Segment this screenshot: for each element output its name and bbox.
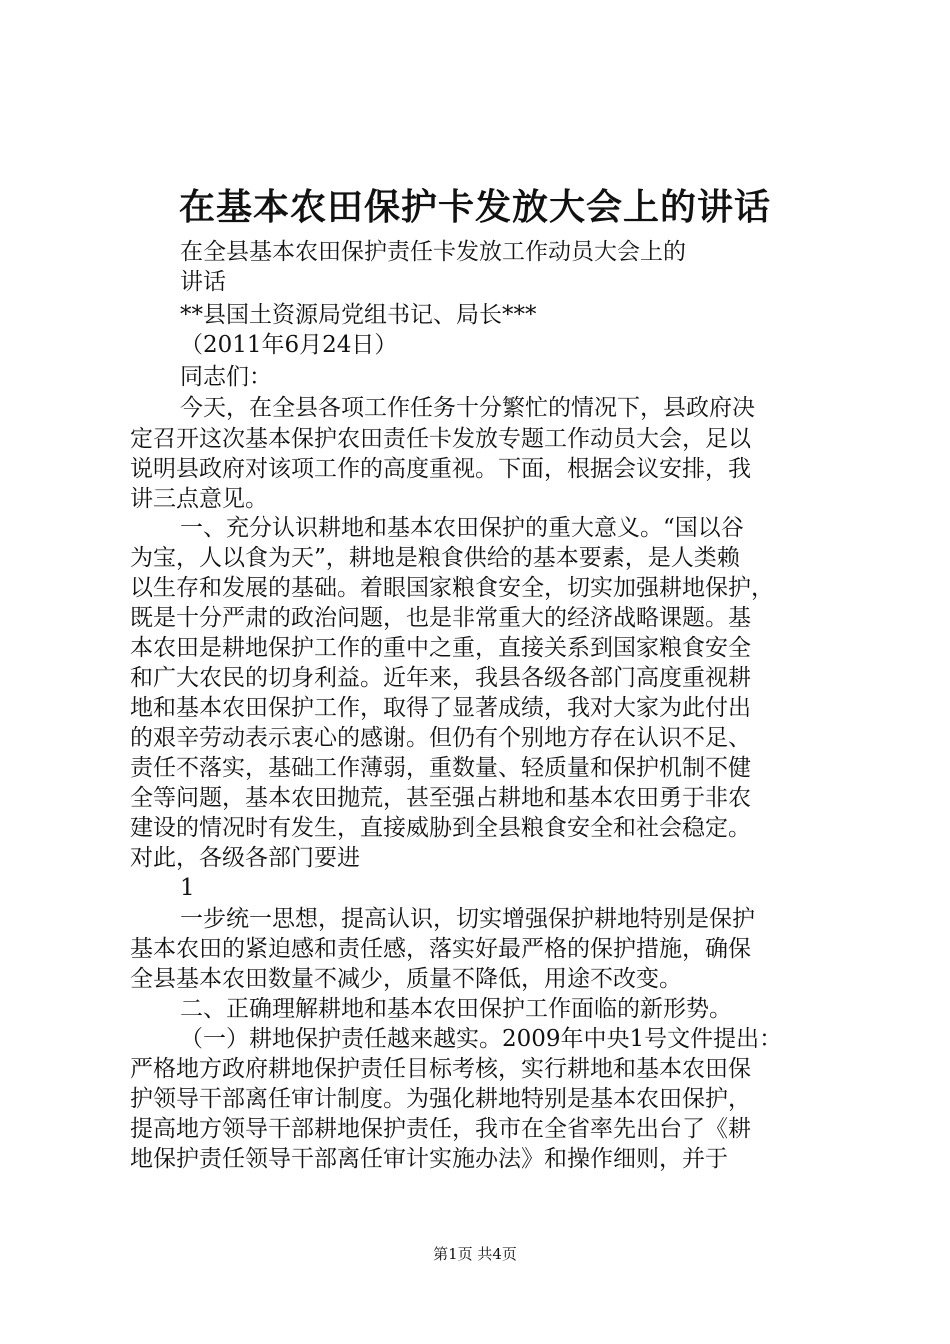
body-line: 今天，在全县各项工作任务十分繁忙的情况下，县政府决 [180,395,755,421]
body-line: 责任不落实，基础工作薄弱，重数量、轻质量和保护机制不健 [130,755,751,781]
subtitle-line-1: 在全县基本农田保护责任卡发放工作动员大会上的 [180,239,686,265]
body-line: 以生存和发展的基础。着眼国家粮食安全，切实加强耕地保护， [130,575,774,601]
salutation: 同志们： [180,364,272,390]
body-line: 地和基本农田保护工作，取得了显著成绩，我对大家为此付出 [130,695,751,721]
body-line: 定召开这次基本保护农田责任卡发放专题工作动员大会，足以 [130,426,751,452]
body-line: 说明县政府对该项工作的高度重视。下面，根据会议安排，我 [130,456,751,482]
body-line: 本农田是耕地保护工作的重中之重，直接关系到国家粮食安全 [130,635,751,661]
body-line: 全县基本农田数量不减少，质量不降低，用途不改变。 [130,966,682,992]
subtitle-line-2: 讲话 [180,269,226,295]
page-footer: 第1页 共4页 [433,1245,517,1263]
body-line: 为宝，人以食为天”，耕地是粮食供给的基本要素，是人类赖 [130,545,740,571]
inline-page-number: 1 [180,875,195,901]
document-title: 在基本农田保护卡发放大会上的讲话 [178,186,771,228]
body-line: 既是十分严肃的政治问题，也是非常重大的经济战略课题。基 [130,605,751,631]
body-line: 基本农田的紧迫感和责任感，落实好最严格的保护措施，确保 [130,936,751,962]
body-line: 一、充分认识耕地和基本农田保护的重大意义。“国以谷 [180,515,744,541]
body-line: 全等问题，基本农田抛荒，甚至强占耕地和基本农田勇于非农 [130,785,751,811]
body-line: 一步统一思想，提高认识，切实增强保护耕地特别是保护 [180,906,755,932]
body-line: 二、正确理解耕地和基本农田保护工作面临的新形势。 [180,996,732,1022]
body-line: 讲三点意见。 [130,486,268,512]
body-line: 严格地方政府耕地保护责任目标考核，实行耕地和基本农田保 [130,1056,751,1082]
speaker-line: **县国土资源局党组书记、局长*** [180,302,537,328]
date-line: （2011年6月24日） [180,332,398,358]
body-line: 对此，各级各部门要进 [130,845,360,871]
body-line: 建设的情况时有发生，直接威胁到全县粮食安全和社会稳定。 [130,815,751,841]
body-line: 护领导干部离任审计制度。为强化耕地特别是基本农田保护， [130,1086,751,1112]
body-line: 和广大农民的切身利益。近年来，我县各级各部门高度重视耕 [130,665,751,691]
body-line: 地保护责任领导干部离任审计实施办法》和操作细则，并于 [130,1146,728,1172]
body-line: 提高地方领导干部耕地保护责任，我市在全省率先出台了《耕 [130,1116,751,1142]
body-line: （一）耕地保护责任越来越实。2009年中央1号文件提出： [180,1026,783,1052]
body-line: 的艰辛劳动表示衷心的感谢。但仍有个别地方存在认识不足、 [130,725,751,751]
